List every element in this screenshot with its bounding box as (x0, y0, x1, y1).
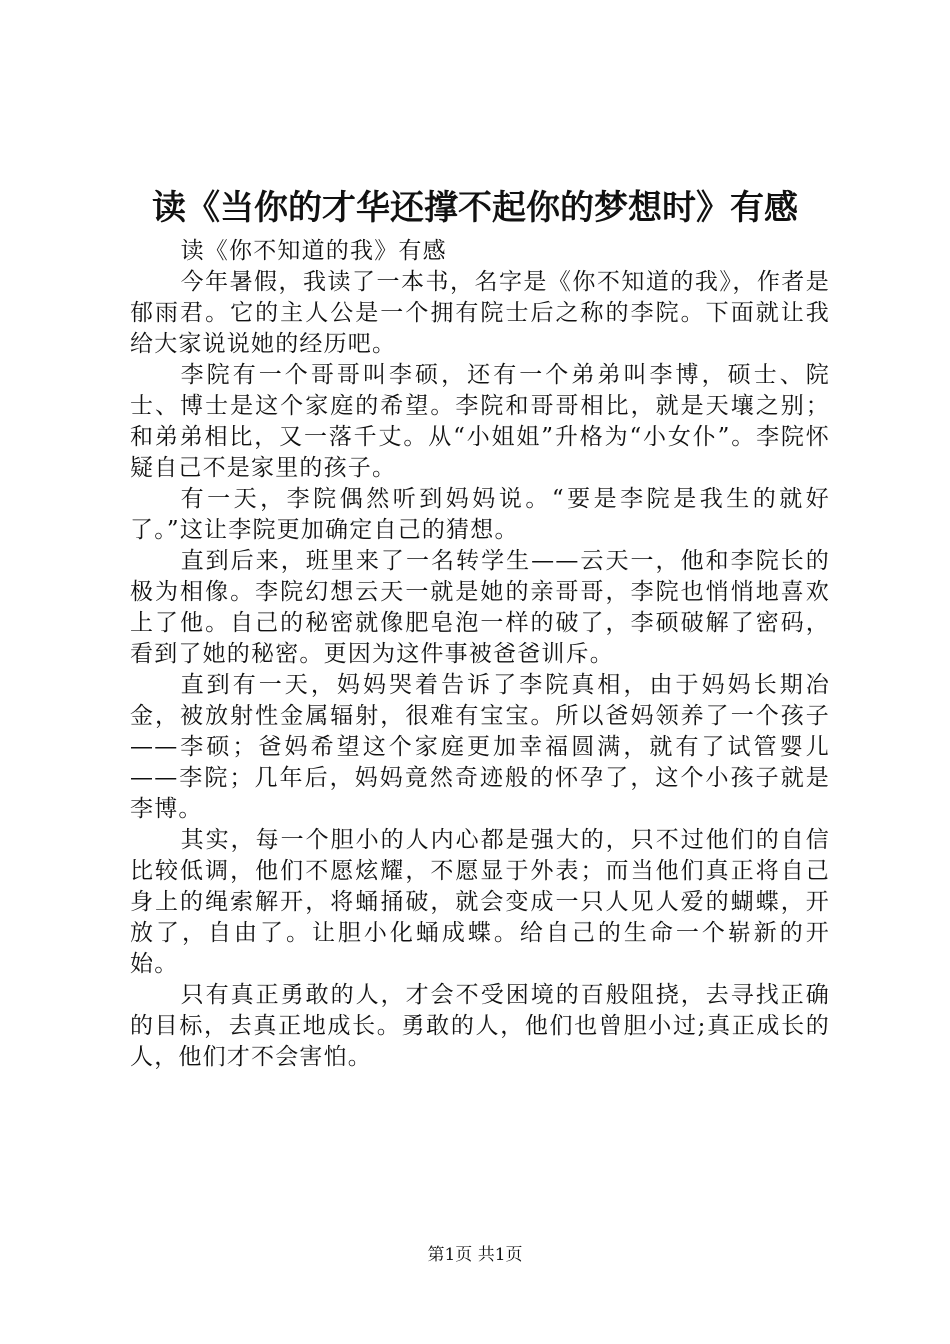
page-footer: 第1页 共1页 (427, 1245, 523, 1265)
subtitle-paragraph: 读《你不知道的我》有感 (180, 238, 447, 264)
body-paragraph-3: 有一天，李院偶然听到妈妈说。“要是李院是我生的就好了。”这让李院更加确定自己的猜想。 (130, 486, 830, 543)
body-paragraph-2: 李院有一个哥哥叫李硕，还有一个弟弟叫李博，硕士、院士、博士是这个家庭的希望。李院和哥哥相比，就是天壤之别；和弟弟相比，又一落千丈。从“小姐姐”升格为“小女仆”。李院怀疑自己不是家里的孩子。 (130, 362, 830, 481)
body-paragraph-4: 直到后来，班里来了一名转学生——云天一，他和李院长的极为相像。李院幻想云天一就是她的亲哥哥，李院也悄悄地喜欢上了他。自己的秘密就像肥皂泡一样的破了，李硕破解了密码，看到了她的秘密。更因为这件事被爸爸训斥。 (130, 548, 830, 667)
document-body (130, 236, 830, 1073)
document-title: 读《当你的才华还撑不起你的梦想时》有感 (152, 188, 798, 228)
body-paragraph-1: 今年暑假，我读了一本书，名字是《你不知道的我》，作者是郁雨君。它的主人公是一个拥有院士后之称的李院。下面就让我给大家说说她的经历吧。 (130, 269, 830, 357)
body-paragraph-5: 直到有一天，妈妈哭着告诉了李院真相，由于妈妈长期冶金，被放射性金属辐射，很难有宝宝。所以爸妈领养了一个孩子——李硕；爸妈希望这个家庭更加幸福圆满，就有了试管婴儿——李院；几年后，妈妈竟然奇迹般的怀孕了，这个小孩子就是李博。 (130, 672, 830, 822)
body-paragraph-7: 只有真正勇敢的人，才会不受困境的百般阻挠，去寻找正确的目标，去真正地成长。勇敢的人，他们也曾胆小过;真正成长的人，他们才不会害怕。 (130, 982, 830, 1070)
body-paragraph-6: 其实，每一个胆小的人内心都是强大的，只不过他们的自信比较低调，他们不愿炫耀，不愿显于外表；而当他们真正将自己身上的绳索解开，将蛹捅破，就会变成一只人见人爱的蝴蝶，开放了，自由了。让胆小化蛹成蝶。给自己的生命一个崭新的开始。 (130, 827, 830, 977)
